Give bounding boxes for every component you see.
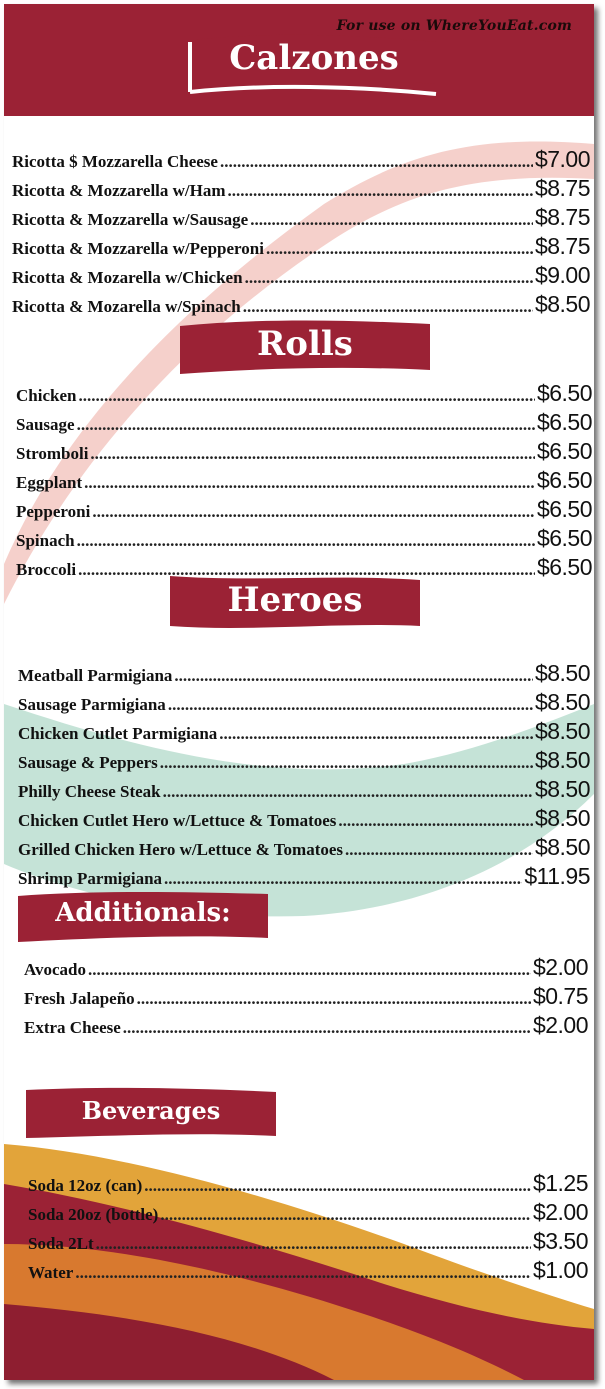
menu-row (16, 409, 592, 438)
menu-row (12, 262, 590, 291)
item-name: Ricotta & Mozzarella w/Sausage (12, 210, 249, 229)
rolls-heading: Rolls (257, 324, 353, 364)
item-name: Shrimp Parmigiana (18, 869, 163, 888)
heroes-list (18, 660, 590, 892)
leader-dots (160, 1202, 531, 1228)
menu-row (18, 660, 590, 689)
item-price: $6.50 (536, 380, 592, 406)
leader-dots (219, 721, 533, 747)
item-name: Extra Cheese (24, 1018, 121, 1037)
item-price: $1.25 (532, 1170, 588, 1196)
menu-row (12, 233, 590, 262)
item-price: $6.50 (536, 554, 592, 580)
menu-row (18, 834, 590, 863)
item-price: $8.50 (534, 718, 590, 744)
leader-dots (168, 692, 533, 718)
heroes-banner (170, 570, 420, 634)
item-name: Stromboli (16, 444, 89, 463)
item-price: $6.50 (536, 467, 592, 493)
menu-row (28, 1228, 588, 1257)
menu-row (12, 175, 590, 204)
item-price: $2.00 (532, 954, 588, 980)
item-price: $6.50 (536, 525, 592, 551)
item-price: $6.50 (536, 438, 592, 464)
item-name: Ricotta & Mozzarella w/Pepperoni (12, 239, 264, 258)
leader-dots (266, 236, 533, 262)
menu-row (18, 805, 590, 834)
item-price: $6.50 (536, 409, 592, 435)
leader-dots (245, 265, 533, 291)
item-name: Ricotta & Mozarella w/Spinach (12, 297, 241, 316)
beverages-list (28, 1170, 588, 1286)
calzones-heading: Calzones (229, 38, 399, 78)
beverages-banner (26, 1084, 276, 1142)
item-price: $8.75 (534, 175, 590, 201)
menu-row (24, 1012, 588, 1041)
beverages-heading: Beverages (81, 1096, 221, 1125)
item-name: Soda 2Lt (28, 1234, 94, 1253)
leader-dots (163, 779, 533, 805)
leader-dots (90, 441, 535, 467)
leader-dots (345, 837, 533, 863)
heroes-heading: Heroes (227, 580, 363, 620)
item-name: Water (28, 1263, 74, 1282)
item-price: $6.50 (536, 496, 592, 522)
calzones-banner (184, 32, 444, 102)
item-price: $11.95 (524, 863, 590, 889)
item-price: $8.50 (534, 747, 590, 773)
additionals-banner (18, 888, 268, 946)
leader-dots (220, 149, 533, 175)
menu-row (18, 689, 590, 718)
menu-row (24, 954, 588, 983)
menu-row (18, 718, 590, 747)
calzones-list (12, 146, 590, 320)
item-price: $8.50 (534, 660, 590, 686)
menu-row (16, 438, 592, 467)
item-name: Chicken Cutlet Parmigiana (18, 724, 218, 743)
menu-row (16, 380, 592, 409)
menu-row (12, 146, 590, 175)
item-price: $2.00 (532, 1012, 588, 1038)
menu-row (16, 467, 592, 496)
item-price: $3.50 (532, 1228, 588, 1254)
item-name: Meatball Parmigiana (18, 666, 173, 685)
menu-row (16, 496, 592, 525)
item-name: Spinach (16, 531, 75, 550)
item-price: $8.50 (534, 776, 590, 802)
item-name: Eggplant (16, 473, 83, 492)
menu-row (28, 1199, 588, 1228)
item-name: Pepperoni (16, 502, 91, 521)
leader-dots (84, 470, 535, 496)
item-name: Fresh Jalapeño (24, 989, 135, 1008)
additionals-heading: Additionals: (55, 898, 231, 928)
menu-row (24, 983, 588, 1012)
item-price: $8.75 (534, 204, 590, 230)
rolls-list (16, 380, 592, 583)
item-name: Soda 12oz (can) (28, 1176, 143, 1195)
item-price: $8.50 (534, 834, 590, 860)
item-name: Chicken Cutlet Hero w/Lettuce & Tomatoes (18, 811, 337, 830)
item-name: Sausage (16, 415, 75, 434)
item-name: Avocado (24, 960, 87, 979)
leader-dots (88, 957, 531, 983)
leader-dots (75, 1260, 531, 1286)
menu-row (16, 525, 592, 554)
item-name: Chicken (16, 386, 77, 405)
item-price: $8.75 (534, 233, 590, 259)
item-price: $2.00 (532, 1199, 588, 1225)
menu-row (18, 776, 590, 805)
item-price: $1.00 (532, 1257, 588, 1283)
leader-dots (338, 808, 533, 834)
leader-dots (228, 178, 533, 204)
menu-row (28, 1170, 588, 1199)
leader-dots (160, 750, 533, 776)
leader-dots (123, 1015, 531, 1041)
menu-card (4, 4, 594, 1380)
leader-dots (92, 499, 535, 525)
leader-dots (137, 986, 531, 1012)
item-name: Grilled Chicken Hero w/Lettuce & Tomatoes (18, 840, 344, 859)
watermark-text: For use on WhereYouEat.com (336, 18, 572, 34)
leader-dots (174, 663, 533, 689)
leader-dots (250, 207, 533, 233)
leader-dots (96, 1231, 531, 1257)
item-price: $9.00 (534, 262, 590, 288)
item-name: Sausage & Peppers (18, 753, 158, 772)
item-price: $7.00 (534, 146, 590, 172)
item-name: Sausage Parmigiana (18, 695, 166, 714)
rolls-banner (180, 316, 430, 378)
menu-row (28, 1257, 588, 1286)
item-name: Ricotta & Mozzarella w/Ham (12, 181, 226, 200)
item-name: Philly Cheese Steak (18, 782, 161, 801)
leader-dots (77, 528, 535, 554)
leader-dots (78, 383, 534, 409)
item-name: Ricotta $ Mozzarella Cheese (12, 152, 218, 171)
item-name: Ricotta & Mozarella w/Chicken (12, 268, 243, 287)
item-price: $8.50 (534, 689, 590, 715)
item-name: Soda 20oz (bottle) (28, 1205, 159, 1224)
item-name: Broccoli (16, 560, 77, 579)
leader-dots (144, 1173, 531, 1199)
menu-row (12, 204, 590, 233)
menu-row (18, 747, 590, 776)
item-price: $0.75 (532, 983, 588, 1009)
leader-dots (77, 412, 535, 438)
item-price: $8.50 (534, 805, 590, 831)
item-price: $8.50 (534, 291, 590, 317)
additionals-list (24, 954, 588, 1041)
